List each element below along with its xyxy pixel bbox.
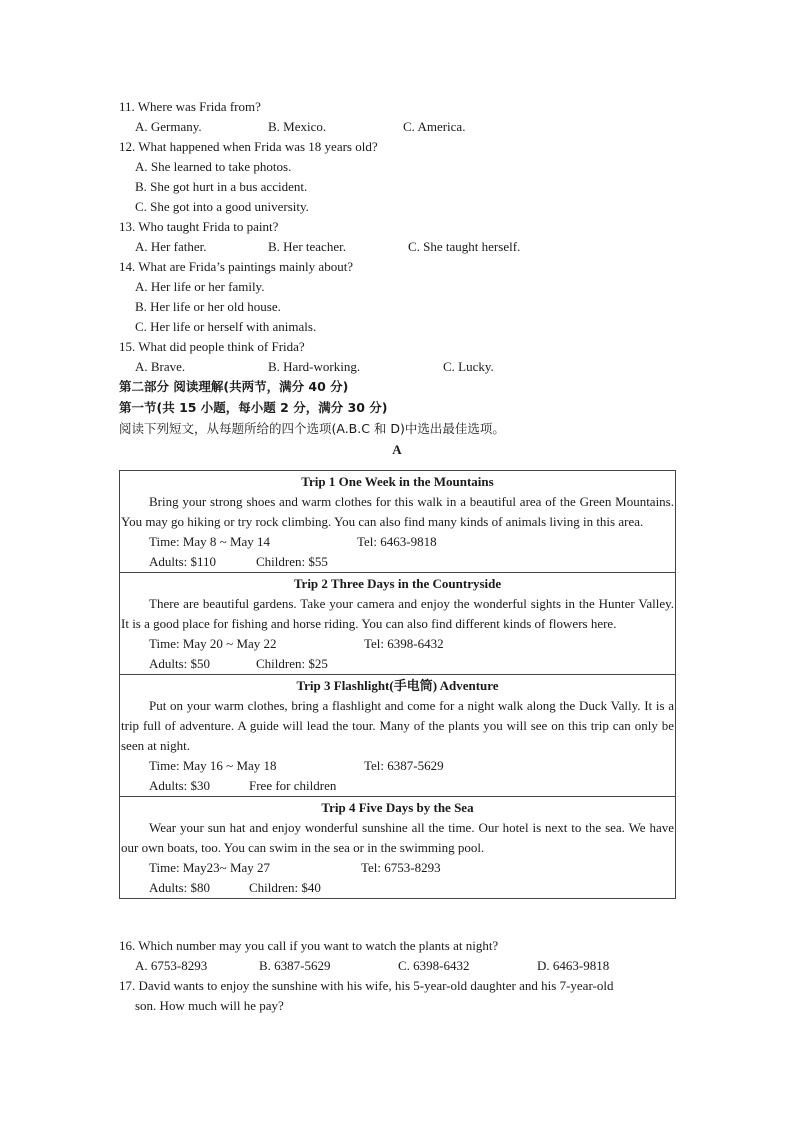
trip-1-tel: Tel: 6463-9818	[357, 534, 437, 549]
trip-2-description: There are beautiful gardens. Take your camera and enjoy the wonderful sights in the Hunter Valley. It is a good place for fishing and horse riding. You can also find different kinds of flowers here.	[121, 596, 674, 631]
q11-option-c: C. America.	[403, 119, 466, 134]
trip-4-tel: Tel: 6753-8293	[361, 860, 441, 875]
q12-option-b: B. She got hurt in a bus accident.	[135, 179, 308, 194]
q13-option-b: B. Her teacher.	[268, 239, 346, 254]
trip-4-cell	[120, 797, 676, 899]
trip-3-adults-price: Adults: $30	[149, 778, 211, 793]
q16-option-d: D. 6463-9818	[537, 958, 610, 973]
trip-1-title: Trip 1 One Week in the Mountains	[301, 474, 494, 489]
q15-option-a: A. Brave.	[135, 359, 186, 374]
question-11: 11. Where was Frida from?	[119, 99, 261, 114]
trip-4-time: Time: May23~ May 27	[149, 860, 271, 875]
q11-option-b: B. Mexico.	[268, 119, 327, 134]
q16-option-b: B. 6387-5629	[259, 958, 331, 973]
trip-3-title: Trip 3 Flashlight(手电筒) Adventure	[296, 678, 499, 693]
question-17-continued: son. How much will he pay?	[135, 998, 284, 1013]
trip-3-tel: Tel: 6387-5629	[364, 758, 444, 773]
trip-1-adults-price: Adults: $110	[149, 554, 217, 569]
q13-option-a: A. Her father.	[135, 239, 207, 254]
q16-option-a: A. 6753-8293	[135, 958, 208, 973]
q14-option-a: A. Her life or her family.	[135, 279, 265, 294]
trip-row	[120, 471, 676, 573]
question-16: 16. Which number may you call if you want to watch the plants at night?	[119, 938, 499, 953]
q14-option-b: B. Her life or her old house.	[135, 299, 281, 314]
trip-3-children-price: Free for children	[249, 778, 337, 793]
trip-3-time: Time: May 16 ~ May 18	[149, 758, 277, 773]
trip-4-children-price: Children: $40	[249, 880, 321, 895]
question-13: 13. Who taught Frida to paint?	[119, 219, 279, 234]
q11-option-a: A. Germany.	[135, 119, 202, 134]
trip-3-description: Put on your warm clothes, bring a flashlight and come for a night walk along the Duck Vally. It is a trip full of adventure. A guide will lead the tour. Many of the plants you will see on this trip can only be seen at night.	[121, 698, 674, 753]
trip-1-cell	[120, 471, 676, 573]
trip-1-time: Time: May 8 ~ May 14	[149, 534, 271, 549]
trip-2-time: Time: May 20 ~ May 22	[149, 636, 277, 651]
trip-4-title: Trip 4 Five Days by the Sea	[321, 800, 474, 815]
q15-option-b: B. Hard-working.	[268, 359, 361, 374]
part-2-heading: 第二部分 阅读理解(共两节，满分 40 分)	[119, 379, 349, 394]
trip-row	[120, 797, 676, 899]
question-14: 14. What are Frida’s paintings mainly about?	[119, 259, 354, 274]
trip-4-description: Wear your sun hat and enjoy wonderful sunshine all the time. Our hotel is next to the sea. We have our own boats, too. You can swim in the sea or in the swimming pool.	[121, 820, 674, 855]
trip-1-children-price: Children: $55	[256, 554, 328, 569]
section-1-heading: 第一节(共 15 小题，每小题 2 分，满分 30 分)	[119, 400, 388, 415]
trip-row	[120, 573, 676, 675]
trip-2-adults-price: Adults: $50	[149, 656, 211, 671]
q12-option-c: C. She got into a good university.	[135, 199, 309, 214]
trip-4-adults-price: Adults: $80	[149, 880, 211, 895]
question-12: 12. What happened when Frida was 18 years old?	[119, 139, 378, 154]
instruction-text: 阅读下列短文，从每题所给的四个选项(A.B.C 和 D)中选出最佳选项。	[119, 421, 505, 436]
trip-2-children-price: Children: $25	[256, 656, 328, 671]
q14-option-c: C. Her life or herself with animals.	[135, 319, 317, 334]
q16-option-c: C. 6398-6432	[398, 958, 470, 973]
question-17: 17. David wants to enjoy the sunshine with his wife, his 5-year-old daughter and his 7-year-old	[119, 978, 614, 993]
trip-2-cell	[120, 573, 676, 675]
trip-1-description: Bring your strong shoes and warm clothes for this walk in a beautiful area of the Green Mountains. You may go hiking or try rock climbing. You can also find many kinds of animals living in this area.	[121, 494, 674, 529]
trips-table	[119, 470, 676, 899]
q12-option-a: A. She learned to take photos.	[135, 159, 292, 174]
q13-option-c: C. She taught herself.	[408, 239, 521, 254]
trip-2-tel: Tel: 6398-6432	[364, 636, 444, 651]
trip-row	[120, 675, 676, 797]
trip-2-title: Trip 2 Three Days in the Countryside	[293, 576, 502, 591]
trip-3-cell	[120, 675, 676, 797]
passage-label: A	[392, 442, 402, 457]
q15-option-c: C. Lucky.	[443, 359, 494, 374]
question-15: 15. What did people think of Frida?	[119, 339, 305, 354]
